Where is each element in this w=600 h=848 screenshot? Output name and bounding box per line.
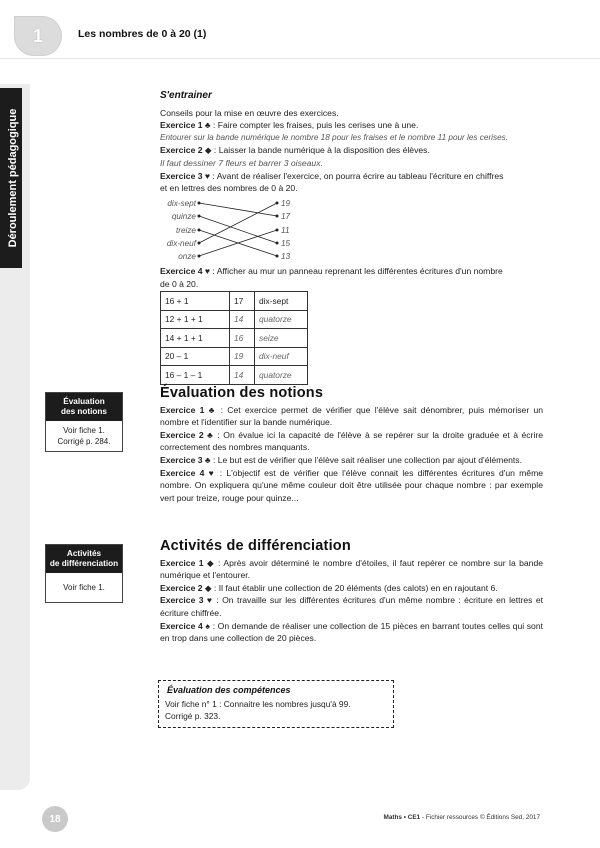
match-line — [199, 203, 277, 216]
matching-left-label: quinze — [171, 212, 196, 221]
ex-text: : Il faut établir une collection de 20 éléments (des calots) en en rajoutant 6. — [211, 582, 498, 593]
table-cell: 14 + 1 + 1 — [161, 329, 230, 348]
heart-icon: ♥ — [204, 170, 211, 181]
entrainer-ex4 — [160, 265, 545, 290]
page-number: 18 — [42, 806, 68, 832]
matching-left-label: onze — [178, 252, 196, 261]
matching-right-label: 19 — [281, 199, 291, 208]
ex-text: : Laisser la bande numérique à la disposition des élèves. — [211, 145, 430, 156]
diamond-icon: ◆ — [204, 145, 212, 156]
table-row — [161, 329, 308, 348]
diamond-icon: ◆ — [206, 557, 215, 568]
evaluation-ex2 — [160, 429, 543, 454]
club-icon: ♣ — [207, 429, 214, 440]
sidebox-title-line: de différenciation — [49, 559, 119, 568]
competences-line: Corrigé p. 323. — [165, 710, 221, 721]
differenciation-title: Activités de différenciation — [160, 538, 351, 554]
ex-label: Exercice 4 — [160, 266, 203, 276]
match-line — [199, 203, 277, 243]
club-icon: ♣ — [204, 454, 211, 465]
table-row — [161, 292, 308, 311]
ex-label: Exercice 2 — [160, 429, 204, 440]
table-cell: quatorze — [255, 310, 308, 329]
matching-left-label: dix-neuf — [166, 239, 196, 248]
table-cell: seize — [255, 329, 308, 348]
chapter-number: 1 — [32, 25, 43, 46]
entrainer-ex4-cont: de 0 à 20. — [160, 278, 199, 289]
table-cell: 14 — [230, 310, 255, 329]
diamond-icon: ◆ — [204, 582, 212, 593]
table-cell: 14 — [230, 366, 255, 385]
ex-label: Exercice 1 — [160, 404, 205, 415]
table-cell: dix-neuf — [255, 347, 308, 366]
ex-text: : Cet exercice permet de vérifier que l'élève sait dénombrer, puis mémoriser un nombre et l'identifier sur la bande numérique. — [160, 404, 544, 428]
entrainer-ex2-answer: Il faut dessiner 7 fleurs et barrer 3 oiseaux. — [160, 157, 323, 168]
ex-label: Exercice 1 — [160, 120, 203, 131]
writings-table — [160, 291, 308, 385]
ex-label: Exercice 3 — [160, 170, 203, 181]
competences-box — [158, 680, 394, 728]
entrainer-intro: Conseils pour la mise en œuvre des exercices. — [160, 107, 339, 118]
matching-right-label: 15 — [281, 239, 291, 248]
sidebox-body — [46, 573, 122, 602]
table-row — [161, 310, 308, 329]
heart-icon: ♥ — [206, 595, 213, 606]
table-cell: 20 – 1 — [161, 347, 230, 366]
table-cell: 16 + 1 — [161, 292, 230, 311]
page-title: Les nombres de 0 à 20 (1) — [78, 28, 207, 40]
table-cell: quatorze — [255, 366, 308, 385]
evaluation-section — [160, 387, 543, 504]
evaluation-ex1 — [160, 404, 543, 429]
ex-text: : Faire compter les fraises, puis les cerises une à une. — [210, 120, 419, 131]
sidebar-label: Déroulement pédagogique — [7, 108, 19, 248]
differenciation-sidebox — [45, 544, 123, 603]
evaluation-title: Évaluation des notions — [160, 385, 324, 401]
differenciation-ex4 — [160, 620, 543, 645]
competences-title: Évaluation des compétences — [167, 685, 291, 695]
entrainer-ex1-answer: Entourer sur la bande numérique le nombre 18 pour les fraises et le nombre 11 pour les cerises. — [160, 132, 509, 142]
ex-label: Exercice 1 — [160, 557, 204, 568]
ex-label: Exercice 4 — [160, 620, 203, 631]
ex-text: : Afficher au mur un panneau reprenant les différentes écritures d'un nombre — [210, 266, 503, 276]
table-cell: 12 + 1 + 1 — [161, 310, 230, 329]
club-icon: ♣ — [204, 120, 211, 131]
matching-diagram — [160, 197, 320, 265]
ex-text: : L'objectif est de vérifier que l'élève connait les différentes écritures d'un même nombre. On expliquera qu'une même couleur doit être utilisée pour chaque nombre : par exemple vert pour treize, rouge pour quinze... — [160, 467, 544, 503]
table-cell: dix-sept — [255, 292, 308, 311]
chapter-badge — [14, 16, 62, 56]
matching-right-label: 17 — [281, 212, 291, 221]
table-cell: 17 — [230, 292, 255, 311]
evaluation-ex3 — [160, 454, 543, 467]
footer-copyright: - Fichier ressources © Éditions Sed, 2017 — [420, 814, 540, 821]
table-cell: 16 – 1 – 1 — [161, 366, 230, 385]
entrainer-ex2 — [160, 144, 545, 157]
entrainer-ex3-cont: et en lettres des nombres de 0 à 20. — [160, 183, 298, 194]
ex-text: : Avant de réaliser l'exercice, on pourra écrire au tableau l'écriture en chiffres — [210, 170, 504, 181]
sidebox-title — [46, 393, 122, 421]
ex-text: : Après avoir déterminé le nombre d'étoiles, il faut repérer ce nombre sur la bande numérique et l'entourer. — [160, 557, 544, 581]
sidebox-title-line: Évaluation — [63, 397, 105, 406]
footer-brand: Maths • CE1 — [383, 814, 421, 821]
differenciation-ex3 — [160, 594, 543, 619]
table-row — [161, 366, 308, 385]
ex-text: : On évalue ici la capacité de l'élève à se repérer sur la droite graduée et à écrire correctement des nombres manquants. — [160, 429, 544, 453]
sidebox-line: Voir fiche 1. — [63, 583, 105, 592]
differenciation-ex1 — [160, 557, 543, 582]
entrainer-ex3 — [160, 170, 545, 183]
matching-left-label: dix-sept — [167, 199, 196, 208]
heart-icon: ♥ — [204, 266, 211, 276]
ex-label: Exercice 2 — [160, 582, 203, 593]
sidebox-title-line: Activités — [66, 549, 102, 558]
ex-label: Exercice 2 — [160, 145, 203, 156]
heart-icon: ♥ — [208, 467, 216, 478]
match-line — [199, 216, 277, 243]
ex-label: Exercice 3 — [160, 454, 203, 465]
spade-icon: ♠ — [205, 620, 211, 631]
evaluation-sidebox — [45, 392, 123, 452]
table-cell: 19 — [230, 347, 255, 366]
table-row — [161, 347, 308, 366]
sidebox-title-line: des notions — [61, 407, 107, 416]
matching-right-label: 11 — [281, 226, 290, 235]
competences-body — [165, 699, 393, 722]
sidebox-title — [46, 545, 122, 573]
ex-text: : Le but est de vérifier que l'élève sait réaliser une collection par ajout d'éléments. — [210, 454, 522, 465]
ex-label: Exercice 4 — [160, 467, 205, 478]
sidebox-body — [46, 421, 122, 451]
ex-text: : On demande de réaliser une collection de 15 pièces en barrant toutes celles qui sont en trop dans une collection de 20 pièces. — [160, 620, 543, 644]
entrainer-title: S'entrainer — [160, 90, 212, 101]
club-icon: ♣ — [208, 404, 217, 415]
evaluation-ex4 — [160, 467, 543, 505]
matching-right-label: 13 — [281, 252, 291, 261]
competences-line: Voir fiche n° 1 : Connaitre les nombres jusqu'à 99. — [165, 699, 351, 709]
entrainer-ex1 — [160, 119, 545, 132]
sidebox-line: Corrigé p. 284. — [57, 437, 111, 446]
differenciation-ex2 — [160, 582, 543, 595]
ex-label: Exercice 3 — [160, 595, 204, 606]
header-divider — [0, 58, 600, 59]
entrainer-section — [160, 90, 545, 195]
table-cell: 16 — [230, 329, 255, 348]
matching-left-label: treize — [175, 226, 196, 235]
footer-credit — [384, 814, 540, 821]
ex-text: : On travaille sur les différentes écritures d'un même nombre : écriture en lettres et écriture chiffrée. — [160, 595, 544, 618]
differenciation-section — [160, 540, 543, 645]
sidebox-line: Voir fiche 1. — [63, 426, 105, 435]
